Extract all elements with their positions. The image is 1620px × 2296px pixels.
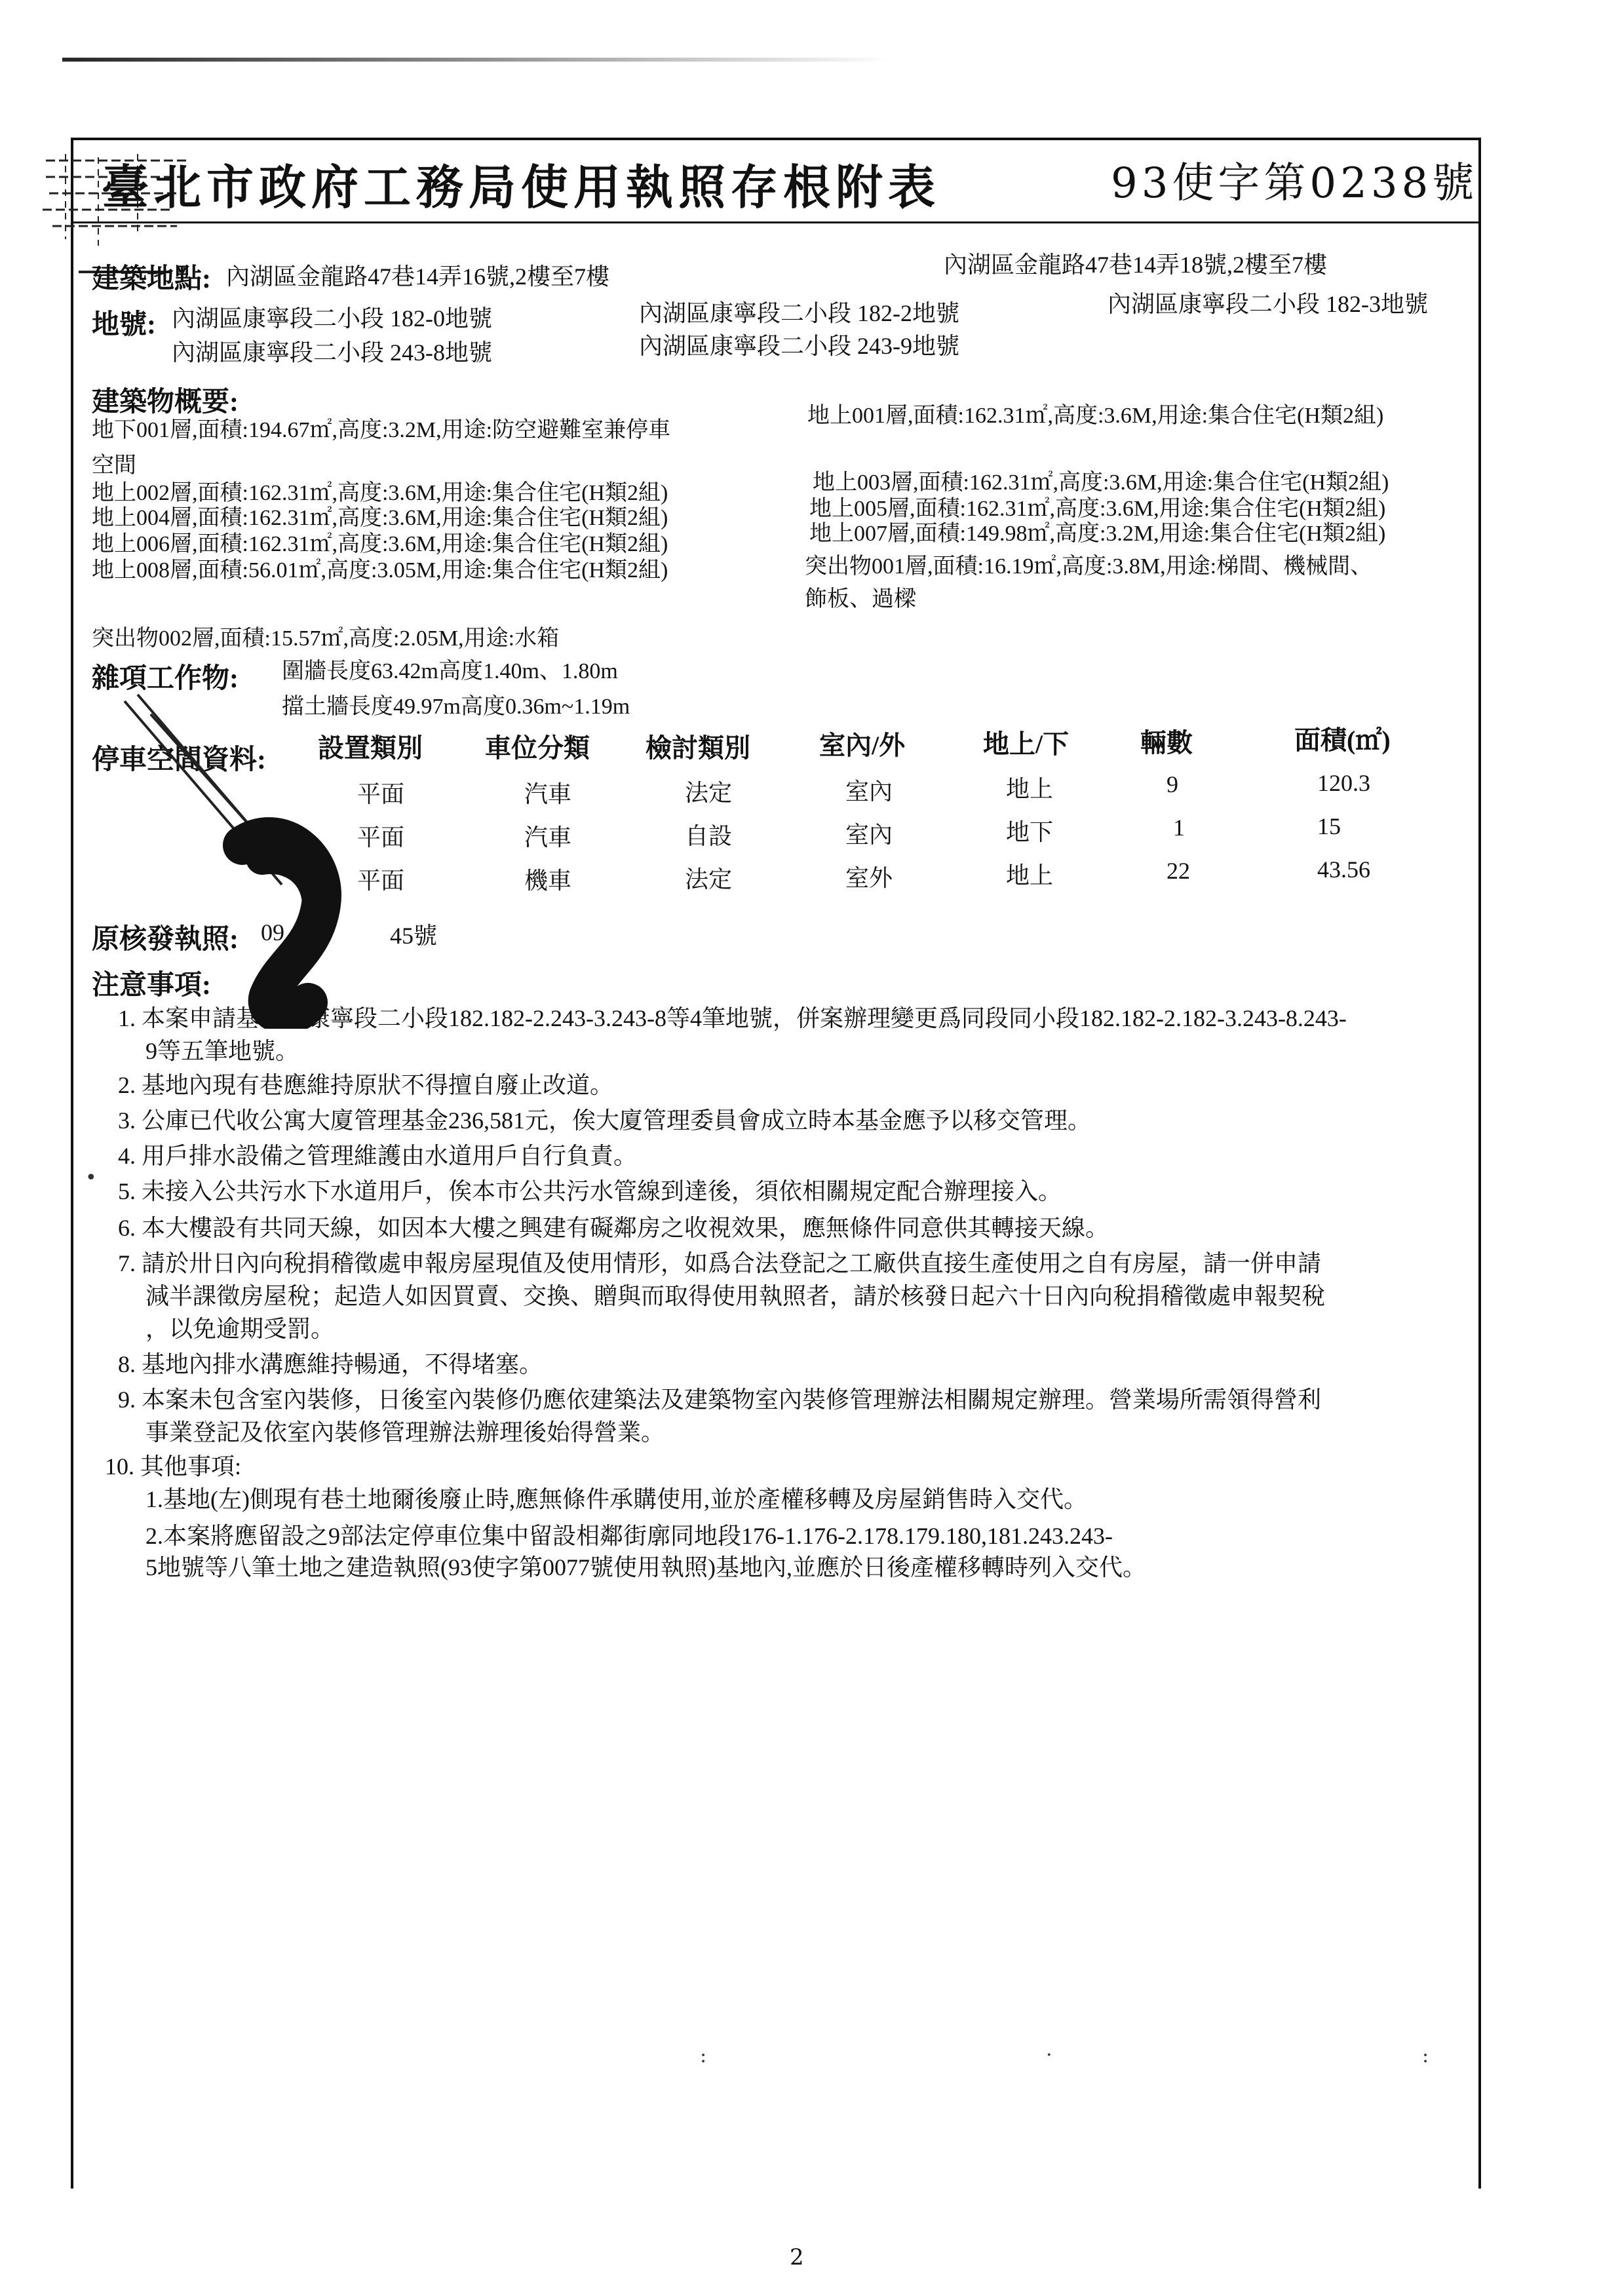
lot-item: 內湖區康寧段二小段 243-8地號 xyxy=(172,339,492,366)
parking-cell: 室外 xyxy=(845,865,893,891)
notes-label: 注意事項: xyxy=(92,970,211,1001)
site-label: 建築地點: xyxy=(92,264,211,294)
floor-line: 地上002層,面積:162.31㎡,高度:3.6M,用途:集合住宅(H類2組) xyxy=(92,481,668,505)
note-line: 5. 未接入公共污水下水道用戶，俟本市公共污水管線到達後，須依相關規定配合辦理接入。 xyxy=(118,1178,1062,1204)
floor-line: 突出物002層,面積:15.57㎡,高度:2.05M,用途:水箱 xyxy=(92,626,560,651)
permit-number: 93使字第0238號 xyxy=(1111,159,1478,208)
parking-cell: 地下 xyxy=(1006,819,1054,845)
site-address-1: 內湖區金龍路47巷14弄16號,2樓至7樓 xyxy=(226,263,610,290)
parking-cell: 地上 xyxy=(1006,862,1054,889)
note-line: 減半課徵房屋稅；起造人如因買賣、交換、贈與而取得使用執照者，請於核發日起六十日內向稅捐稽徵處申報契稅 xyxy=(145,1283,1326,1309)
parking-cell: 室內 xyxy=(845,778,893,805)
parking-header: 面積(㎡) xyxy=(1294,725,1391,755)
scan-dot: • xyxy=(85,1166,97,1189)
note-line: 2. 基地內現有巷應維持原狀不得擅自廢止改道。 xyxy=(118,1072,614,1098)
lot-item: 內湖區康寧段二小段 182-2地號 xyxy=(639,300,959,326)
note-line: 7. 請於卅日內向稅捐稽徵處申報房屋現值及使用情形，如爲合法登記之工廠供直接生產使用之自有房屋，請一併申請 xyxy=(118,1250,1322,1276)
parking-cell: 平面 xyxy=(357,824,405,851)
lot-item: 內湖區康寧段二小段 182-3地號 xyxy=(1108,291,1428,317)
floor-line: 地上008層,面積:56.01㎡,高度:3.05M,用途:集合住宅(H類2組) xyxy=(92,558,668,583)
scan-artifact-line xyxy=(62,58,895,62)
note-line: 5地號等八筆土地之建造執照(93使字第0077號使用執照)基地內,並應於日後產權移轉時列入交代。 xyxy=(145,1554,1146,1580)
parking-cell: 地上 xyxy=(1006,776,1054,802)
original-permit-label: 原核發執照: xyxy=(92,925,239,955)
floor-line: 地上007層,面積:149.98㎡,高度:3.2M,用途:集合住宅(H類2組) xyxy=(809,522,1386,546)
note-line: ，以免逾期受罰。 xyxy=(145,1316,335,1342)
note-line: 1.基地(左)側現有巷土地爾後廢止時,應無條件承購使用,並於產權移轉及房屋銷售時入交代。 xyxy=(145,1486,1087,1512)
note-line: 8. 基地內排水溝應維持暢通，不得堵塞。 xyxy=(118,1351,543,1377)
header-divider xyxy=(71,221,1481,223)
note-line: 10. 其他事項: xyxy=(105,1453,242,1480)
floor-line: 突出物001層,面積:16.19㎡,高度:3.8M,用途:梯間、機械間、 xyxy=(805,554,1373,579)
parking-cell: 9 xyxy=(1167,771,1178,797)
parking-cell: 法定 xyxy=(685,866,733,892)
parking-label: 停車空間資料: xyxy=(92,745,266,775)
scan-dot: . xyxy=(1046,2038,1052,2061)
parking-header: 檢討類別 xyxy=(646,733,750,763)
floor-line: 地上006層,面積:162.31㎡,高度:3.6M,用途:集合住宅(H類2組) xyxy=(92,532,668,556)
note-line: 事業登記及依室內裝修管理辦法辦理後始得營業。 xyxy=(145,1419,665,1445)
building-label: 建築物概要: xyxy=(92,387,239,417)
parking-cell: 43.56 xyxy=(1317,856,1370,883)
floor-line: 地下001層,面積:194.67㎡,高度:3.2M,用途:防空避難室兼停車 xyxy=(92,418,671,442)
parking-header: 室內/外 xyxy=(819,731,906,760)
document-title: 臺北市政府工務局使用執照存根附表 xyxy=(102,159,941,215)
parking-header: 車位分類 xyxy=(485,733,590,763)
page-number: 2 xyxy=(790,2244,804,2270)
parking-cell: 平面 xyxy=(357,868,405,894)
parking-cell: 1 xyxy=(1173,814,1185,841)
parking-cell: 機車 xyxy=(524,868,572,894)
lot-item: 內湖區康寧段二小段 243-9地號 xyxy=(639,333,959,359)
misc-item: 圍牆長度63.42m高度1.40m、1.80m xyxy=(282,659,618,683)
original-permit-end: 45號 xyxy=(390,923,438,949)
parking-header: 設置類別 xyxy=(318,733,423,763)
floor-line: 地上004層,面積:162.31㎡,高度:3.6M,用途:集合住宅(H類2組) xyxy=(92,506,668,530)
note-line: 6. 本大樓設有共同天線，如因本大樓之興建有礙鄰房之收視效果，應無條件同意供其轉接天線。 xyxy=(118,1215,1109,1241)
floor-line: 飾板、過樑 xyxy=(805,587,916,611)
lots-label: 地號: xyxy=(92,310,156,340)
misc-label: 雜項工作物: xyxy=(92,664,239,694)
parking-header: 輛數 xyxy=(1140,728,1193,757)
note-line: 9等五筆地號。 xyxy=(145,1038,299,1064)
note-line: 2.本案將應留設之9部法定停車位集中留設相鄰街廓同地段176-1.176-2.178.179.180,181.243.243- xyxy=(145,1523,1113,1549)
note-line: 4. 用戶排水設備之管理維護由水道用戶自行負責。 xyxy=(118,1143,638,1169)
parking-cell: 法定 xyxy=(685,780,733,806)
parking-cell: 平面 xyxy=(357,781,405,807)
note-line: 3. 公庫已代收公寓大廈管理基金236,581元，俟大廈管理委員會成立時本基金應予以移交管理。 xyxy=(118,1107,1092,1134)
scan-dot: : xyxy=(1422,2044,1429,2067)
parking-cell: 22 xyxy=(1167,858,1190,884)
parking-cell: 室內 xyxy=(845,822,893,848)
site-address-2: 內湖區金龍路47巷14弄18號,2樓至7樓 xyxy=(944,252,1328,278)
note-line: 9. 本案未包含室內裝修，日後室內裝修仍應依建築法及建築物室內裝修管理辦法相關規定辦理。營業場所需領得營利 xyxy=(118,1387,1322,1413)
floor-line: 地上005層,面積:162.31㎡,高度:3.6M,用途:集合住宅(H類2組) xyxy=(809,497,1386,521)
parking-cell: 自設 xyxy=(685,823,733,849)
floor-line: 地上001層,面積:162.31㎡,高度:3.6M,用途:集合住宅(H類2組) xyxy=(807,404,1384,428)
parking-cell: 15 xyxy=(1317,813,1341,839)
parking-cell: 120.3 xyxy=(1317,770,1370,796)
lot-item: 內湖區康寧段二小段 182-0地號 xyxy=(172,305,492,332)
misc-item: 擋土牆長度49.97m高度0.36m~1.19m xyxy=(282,695,630,719)
floor-line: 地上003層,面積:162.31㎡,高度:3.6M,用途:集合住宅(H類2組) xyxy=(813,470,1389,495)
original-permit-start: 09 xyxy=(261,919,284,946)
parking-header: 地上/下 xyxy=(983,729,1070,759)
note-line: 1. 本案申請基地原康寧段二小段182.182-2.243-3.243-8等4筆地號，併案辦理變更爲同段同小段182.182-2.182-3.243-8.243- xyxy=(118,1005,1347,1031)
parking-cell: 汽車 xyxy=(524,781,572,807)
scan-dot: : xyxy=(700,2044,707,2067)
floor-line: 空間 xyxy=(92,453,136,478)
parking-cell: 汽車 xyxy=(524,824,572,851)
